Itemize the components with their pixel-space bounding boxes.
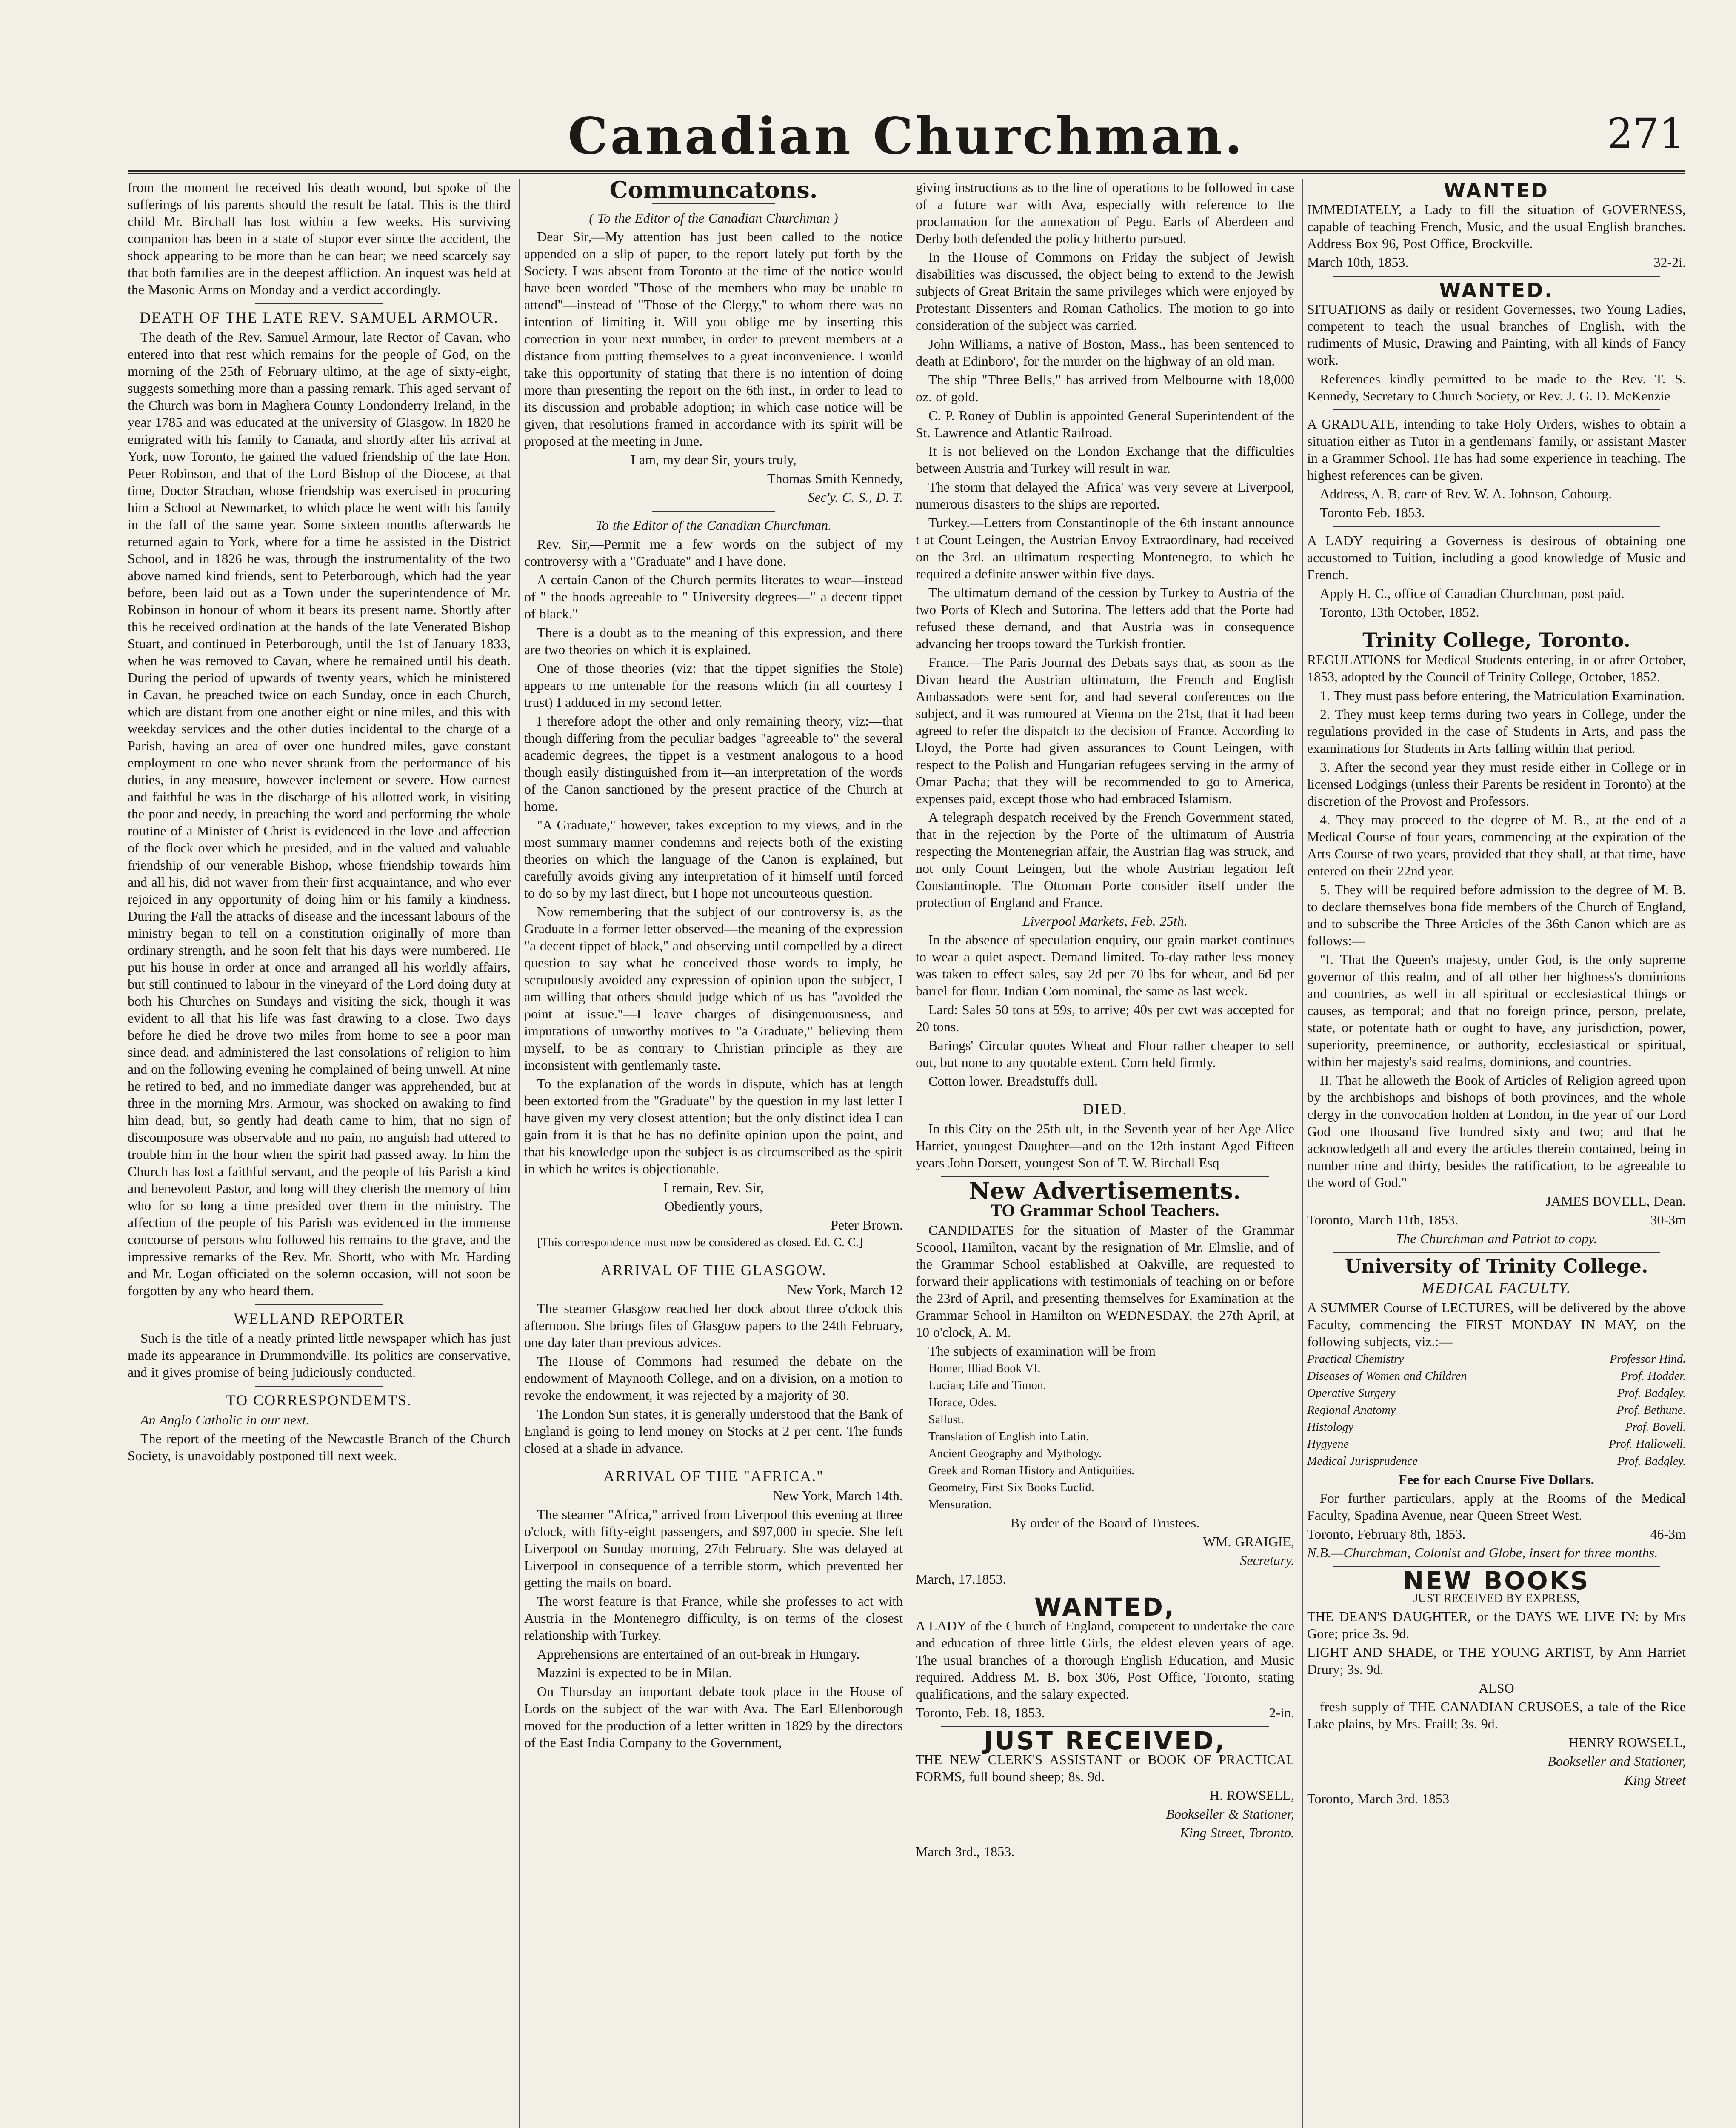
article-2: II. That he alloweth the Book of Articles of Religion agreed upon by the archbishops and bishops of both provinces, and the whole clergy in the convocation holden at London, in the year of our Lord God one thousand five hundred sixty and two; and that he acknowledgeth all and every the articles therein contained, being in number nine and thirty, besides the ratification, to be agreeable to the word of God." — [1307, 1073, 1686, 1190]
heading-grammar-school: TO Grammar School Teachers. — [991, 1201, 1219, 1220]
letter-2-para-5: I therefore adopt the other and only remaining theory, viz:—that though differing from the peculiar badges "agreeable to" the several academic degrees, the tippet is a vestment analogous to a hood though easily distinguished from it—an interpretation of the words of the Canon sanctioned by the present practice of the Church at home. — [524, 713, 903, 814]
letter-2-para-2: A certain Canon of the Church permits literates to wear—instead of " the hoods agreeable to " University degrees—" a decent tippet of black." — [524, 572, 903, 621]
market-para-3: Barings' Circular quotes Wheat and Flour rather cheaper to sell out, but none to any quotable extent. Corn held firmly. — [916, 1038, 1294, 1070]
africa-para-2: The worst feature is that France, while she professes to act with Austria in the Montenegro difficulty, is on terms of the closest relationship with Turkey. — [524, 1593, 903, 1643]
column-3 — [911, 179, 1294, 2128]
regulations-intro: REGULATIONS for Medical Students entering, in or after October, 1853, adopted by the Council of Trinity College, October, 1852. — [1307, 652, 1686, 684]
africa-para-3: Apprehensions are entertained of an out-break in Hungary. — [537, 1646, 860, 1662]
lecture-subject: Hygyene — [1307, 1438, 1349, 1451]
divider — [255, 1304, 383, 1305]
market-para-2: Lard: Sales 50 tons at 59s, to arrive; 40s per cwt was accepted for 20 tons. — [916, 1002, 1294, 1034]
heading-died: DIED. — [1082, 1101, 1128, 1118]
letter-1-signature-title: Sec'y. C. S., D. T. — [808, 489, 903, 505]
news-para-telegraph: A telegraph despatch received by the French Government stated, that in the rejection by the Porte of the ultimatum of Austria respecting the Montenegrian affair, the Austrian flag was struck, and not only Count Leingen, but the whole Austrian legation left Constantinople. The Ottoman Porte consider itself under the protection of England and France. — [916, 809, 1294, 910]
dateline-africa: New York, March 14th. — [773, 1488, 903, 1503]
just-received-ad: THE NEW CLERK'S ASSISTANT or BOOK OF PRACTICAL FORMS, full bound sheep; 8s. 9d. — [916, 1752, 1294, 1784]
grammar-signature-title: Secretary. — [1240, 1553, 1294, 1568]
just-received-signature: H. ROWSELL, — [1209, 1788, 1294, 1803]
news-para-4: The ship "Three Bells," has arrived from Melbourne with 18,000 oz. of gold. — [916, 372, 1294, 404]
heading-liverpool-markets: Liverpool Markets, Feb. 25th. — [1022, 913, 1188, 929]
divider — [1333, 526, 1660, 527]
grammar-signature: WM. GRAIGIE, — [1202, 1534, 1294, 1549]
regulation-4: 4. They may proceed to the degree of M. B., at the end of a Medical Course of four years, commencing at the expiration of the Arts Course of two years, provided that they shall, at that time, have entered on their 22nd year. — [1307, 812, 1686, 878]
lecture-subject: Medical Jurisprudence — [1307, 1455, 1418, 1468]
lady-ad: A LADY requiring a Governess is desirous of obtaining one accustomed to Tuition, including a good knowledge of Music and French. — [1307, 533, 1686, 582]
graduate-ad: A GRADUATE, intending to take Holy Orders, wishes to obtain a situation either as Tutor in a gentlemans' family, or assistant Master in a Grammer School. He has had some experience in teaching. The highest references can be given. — [1307, 416, 1686, 483]
books-signature-2: Bookseller and Stationer, — [1548, 1753, 1686, 1769]
trinity-ref: 30-3m — [1650, 1212, 1686, 1227]
lectures-intro: A SUMMER Course of LECTURES, will be delivered by the above Faculty, commencing the FIRST MONDAY IN MAY, on the following subjects, viz.:— — [1307, 1300, 1686, 1349]
subject-item: Sallust. — [928, 1413, 964, 1426]
market-para-4: Cotton lower. Breadstuffs dull. — [928, 1073, 1098, 1089]
wanted-governess-ref: 32-2i. — [1653, 255, 1686, 270]
divider — [652, 203, 775, 204]
wanted-ref: 2-in. — [1269, 1705, 1294, 1720]
news-para-france: France.—The Paris Journal des Debats says that, as soon as the Divan heard the Austrian ultimatum, the French and English Ambassadors were sent for, and had several conferences on the subject, and it was rumoured at Vienna on the 21st, that it had been agreed to refer the dispatch to the decision of France. According to Lloyd, the Porte had given assurances to Count Leingen, with respect to the Polish and Hungarian refugees serving in the army of Omar Pacha; that they will be recommended to go to America, expenses paid, except those who had embraced Islamism. — [916, 655, 1294, 806]
letter-address-1: ( To the Editor of the Canadian Churchman ) — [589, 210, 838, 226]
heading-wanted: WANTED, — [1034, 1593, 1176, 1622]
books-date: Toronto, March 3rd. 1853 — [1307, 1791, 1450, 1806]
news-para-2: In the House of Commons on Friday the subject of Jewish disabilities was discussed, the object being to extend to the Jewish subjects of Great Britain the same privileges which were enjoyed by Protestant Dissenters and Roman Catholics. The motion to go into consideration of the subject was carried. — [916, 249, 1294, 333]
editor-note: [This correspondence must now be considered as closed. Ed. C. C.] — [537, 1236, 863, 1249]
lady-date: Toronto, 13th October, 1852. — [1320, 604, 1479, 620]
article-armour: The death of the Rev. Samuel Armour, late Rector of Cavan, who entered into that rest which remains for the people of God, on the morning of the 25th of February ultimo, at the age of sixty-eight, suggests something more than a passing remark. This aged servant of the Church was born in Maghera County Londonderry Ireland, in the year 1785 and was educated at the university of Glasgow. In 1820 he emigrated with his family to Canada, and shortly after his arrival at York, now Toronto, he gained the valued friendship of the late Hon. Peter Robinson, and that of the Lord Bishop of the Diocese, at that time, Doctor Strachan, whose friendship was exercised in procuring him a School at Newmarket, to which place he went with his family in the fall of the same year. Some sixteen months afterwards he returned again to York, where for a time he assisted in the District School, and in 1826 he was, through the instrumentality of the two above named kind friends, sent to Peterborough, which had the year before, been laid out as a Town under the superintendence of Mr. Robinson in honour of whom it bears its present name. Shortly after this he received ordination at the hands of the late Venerated Bishop Stuart, and continued in Peterborough, until the 1st of January 1833, when he was removed to Cavan, where he remained until his death. During the period of upwards of twenty years, which he ministered in Cavan, he preached twice on each Sunday, once in each Church, which are distant from one another eight or nine miles, and this with weekday services and the other duties incidental to the charge of a Parish, having an area of over one hundred miles, gave constant employment to one who never shrank from the performance of his duties, in any measure, however inclement or severe. How earnest and faithful he was in the discharge of his allotted work, in visiting the poor and needy, in preaching the word and performing the whole routine of a Minister of Christ is evidenced in the love and affection of the flock over which he presided, and in the valued and valuable friendship of our venerable Bishop, whose friendship towards him and all his, did not waver from their first acquaintance, and who ever rejoiced in any opportunity of doing him or his family a kindness. During the Fall the attacks of disease and the incessant labours of the ministry began to tell on a constitution originally of more than ordinary strength, and he soon felt that his days were numbered. He put his house in order at once and arranged all his worldly affairs, but still continued to labour in the vineyard of the Lord doing duty at both his Churches on Sundays and visiting the sick, though it was evident to all that his life was fast drawing to a close. Two days before he died he drove two miles from home to see a poor man since dead, and administered the last consolations of religion to him and on the following evening he complained of being unwell. At nine he retired to bed, and no immediate danger was apprehended, but at three in the morning Mrs. Armour, was shocked on awaking to find him dead, but, so gently had death came to him, that no sign of discomposure was observable and no pain, no anguish had uttered to trouble him in the hour when the spirit had passed away. In him the Church has lost a faithful servant, and the people of his Parish a kind and benevolent Pastor, and long will they cherish the memory of him who for so long a time presided over them in the ministry. The affection of the people of his Parish was evidenced in the immense concourse of persons who followed his remains to the grave, and the impressive remarks of the Rev. Mr. Shortt, who with Mr. Harding and Mr. Logan officiated on the solemn occasion, will not soon be forgotten by any who heard them. — [128, 329, 511, 1298]
lecture-professor: Prof. Badgley. — [1617, 1455, 1686, 1468]
column-4 — [1302, 179, 1686, 2128]
trinity-signature: JAMES BOVELL, Dean. — [1545, 1193, 1686, 1209]
columns — [128, 179, 1685, 2128]
glasgow-para-3: The London Sun states, it is generally understood that the Bank of England is going to lend money on Stocks at 2 per cent. The funds closed at a shade in advance. — [524, 1406, 903, 1456]
lecture-professor: Prof. Hallowell. — [1608, 1438, 1686, 1451]
wanted-date-text: Toronto, Feb. 18, 1853. — [916, 1705, 1045, 1720]
glasgow-para-1: The steamer Glasgow reached her dock about three o'clock this afternoon. She brings files of Glasgow papers to the 24th February, one day later than previous advices. — [524, 1301, 903, 1350]
heading-africa: ARRIVAL OF THE "AFRICA." — [603, 1467, 824, 1484]
lecture-subject: Diseases of Women and Children — [1307, 1370, 1467, 1383]
divider — [1333, 409, 1660, 410]
letter-2-closing: I remain, Rev. Sir, — [663, 1180, 764, 1195]
lecture-row — [1307, 1386, 1686, 1401]
divider — [1333, 276, 1660, 277]
heading-university: University of Trinity College. — [1345, 1256, 1648, 1277]
heading-medical-faculty: MEDICAL FACULTY. — [1422, 1279, 1571, 1296]
news-para-3: John Williams, a native of Boston, Mass., has been sentenced to death at Edinboro', for the murder on the highway of an old man. — [916, 336, 1294, 369]
letter-2-para-1: Rev. Sir,—Permit me a few words on the subject of my controversy with a "Graduate" and I have done. — [524, 536, 903, 569]
medical-date-text: Toronto, February 8th, 1853. — [1307, 1526, 1466, 1542]
letter-1-signature: Thomas Smith Kennedy, — [767, 471, 903, 486]
column-1 — [128, 179, 511, 2128]
regulation-2: 2. They must keep terms during two years in College, under the regulations provided in the case of Students in Arts, and pass the examinations for Students in Arts falling within that period. — [1307, 706, 1686, 756]
divider — [255, 303, 383, 304]
trinity-copy-note: The Churchman and Patriot to copy. — [1396, 1231, 1597, 1246]
africa-para-4: Mazzini is expected to be in Milan. — [537, 1665, 732, 1680]
article-1: "I. That the Queen's majesty, under God, is the only supreme governor of this realm, and of all other her highness's dominions and countries, as well in all spiritual or ecclesiastical things or causes, as temporal; and that no foreign prince, person, prelate, state, or potentate hath or ought to have, any jurisdiction, power, superiority, preeminence, or authority, ecclesiastical or spiritual, within her majesty's said realms, dominions, and countries. — [1307, 952, 1686, 1069]
book-3: fresh supply of THE CANADIAN CRUSOES, a tale of the Rice Lake plains, by Mrs. Fraill; 3s. 9d. — [1307, 1699, 1686, 1731]
heading-wanted-1: WANTED — [1444, 179, 1549, 202]
just-received-signature-2: Bookseller & Stationer, — [1166, 1806, 1294, 1822]
divider — [255, 1386, 383, 1387]
dateline-glasgow: New York, March 12 — [787, 1282, 903, 1297]
subject-item: Translation of English into Latin. — [928, 1430, 1089, 1443]
glasgow-para-2: The House of Commons had resumed the debate on the endowment of Maynooth College, and on a division, on a motion to revoke the endowment, it was rejected by a majority of 30. — [524, 1353, 903, 1403]
subjects-list — [916, 1361, 1294, 1513]
regulation-1: 1. They must pass before entering, the Matriculation Examination. — [1320, 688, 1685, 703]
situations-references: References kindly permitted to be made to the Rev. T. S. Kennedy, Secretary to Church Society, or Rev. J. G. D. McKenzie — [1307, 371, 1686, 403]
news-para-1: giving instructions as to the line of operations to be followed in case of a future war with Ava, especially with reference to the proclamation for the annexation of Pegu. Earls of Aberdeen and Derby both defended the policy hitherto pursued. — [916, 180, 1294, 246]
trinity-date — [1307, 1211, 1686, 1228]
article-continuation: from the moment he received his death wound, but spoke of the sufferings of his parents should the result be fatal. This is the third child Mr. Birchall has lost within a few weeks. His surviving companion has been in a state of stupor ever since the accident, the shock appearing to be more than he can bear; we need scarcely say that both families are in the deepest affliction. An inquest was held at the Masonic Arms on Monday and a verdict accordingly. — [128, 180, 511, 297]
heading-wanted-2: WANTED. — [1439, 279, 1554, 302]
heading-just-received: JUST RECEIVED, — [984, 1726, 1226, 1755]
wanted-ad: A LADY of the Church of England, competent to undertake the care and education of three little Girls, the eldest eleven years of age. The usual branches of a thorough English Education, and Music required. Address M. B. box 306, Post Office, Toronto, stating qualifications, and the salary expected. — [916, 1618, 1294, 1702]
medical-ref: 46-3m — [1650, 1526, 1686, 1542]
regulation-5: 5. They will be required before admission to the degree of M. B. to declare themselves bona fide members of the Church of England, and to subscribe the Three Articles of the 36th Canon which are as follows:— — [1307, 882, 1686, 948]
news-para-ultimatum: The ultimatum demand of the cession by Turkey to Austria of the two Ports of Klech and Sutorina. The letters add that the Porte had refused these demand, and that Austria was in consequence advancing her troops toward the Turkish frontier. — [916, 585, 1294, 651]
news-para-7: The storm that delayed the 'Africa' was very severe at Liverpool, numerous disasters to the ships are reported. — [916, 479, 1294, 512]
graduate-address: Address, A. B, care of Rev. W. A. Johnson, Cobourg. — [1320, 486, 1612, 501]
column-2 — [519, 179, 903, 2128]
news-para-6: It is not believed on the London Exchange that the difficulties between Austria and Turkey will result in war. — [916, 443, 1294, 476]
just-received-signature-3: King Street, Toronto. — [1180, 1825, 1294, 1840]
books-signature: HENRY ROWSELL, — [1568, 1735, 1686, 1750]
lecture-professor: Prof. Hodder. — [1620, 1370, 1686, 1383]
news-para-5: C. P. Roney of Dublin is appointed General Superintendent of the St. Lawrence and Atlantic Railroad. — [916, 408, 1294, 440]
lecture-subject: Practical Chemistry — [1307, 1353, 1404, 1366]
lecture-row — [1307, 1369, 1686, 1384]
lecture-professor: Prof. Bethune. — [1616, 1404, 1686, 1417]
course-fee: Fee for each Course Five Dollars. — [1399, 1472, 1594, 1487]
lectures-list — [1307, 1352, 1686, 1469]
page-number: 271 — [1607, 110, 1685, 157]
letter-2-signature: Peter Brown. — [831, 1217, 903, 1233]
correspondents-note-1: An Anglo Catholic in our next. — [140, 1412, 310, 1427]
lecture-subject: Operative Surgery — [1307, 1387, 1396, 1400]
lady-address: Apply H. C., office of Canadian Churchman, post paid. — [1320, 586, 1625, 601]
subject-item: Mensuration. — [928, 1498, 992, 1511]
subject-item: Greek and Roman History and Antiquities. — [928, 1464, 1135, 1477]
wanted-governess-date — [1307, 254, 1686, 271]
lecture-row — [1307, 1352, 1686, 1367]
market-para-1: In the absence of speculation enquiry, our grain market continues to wear a quiet aspect. Demand limited. To-day rather less money was taken to effect sales, say 2d per 70 lbs for wheat, and 6d per barrel for flour. Indian Corn nominal, the same as last week. — [916, 932, 1294, 998]
lecture-professor: Professor Hind. — [1610, 1353, 1686, 1366]
letter-2-para-6: "A Graduate," however, takes exception to my views, and in the most summary manner condemns and rejects both of the existing theories on which the language of the Canon is explained, but carefully avoids giving any interpretation of it himself until forced to do so by my last direct, but I hope not uncourteous question. — [524, 817, 903, 901]
further-particulars: For further particulars, apply at the Rooms of the Medical Faculty, Spadina Avenue, near Queen Street West. — [1307, 1490, 1686, 1523]
books-signature-3: King Street — [1624, 1772, 1686, 1788]
lecture-row — [1307, 1403, 1686, 1418]
heading-glasgow: ARRIVAL OF THE GLASGOW. — [600, 1261, 827, 1279]
newspaper-title: Canadian Churchman. — [568, 106, 1245, 166]
insert-note: N.B.—Churchman, Colonist and Globe, insert for three months. — [1307, 1545, 1658, 1560]
medical-date — [1307, 1525, 1686, 1542]
letter-2-para-8: To the explanation of the words in dispute, which has at length been extorted from the "Graduate" by the question in my last letter I have given my very closest attention; but the only distinct idea I can gain from it is that he has no definite opinion upon the point, and that his knowledge upon the subject is as circumscribed as the spirit in which he writes is objectionable. — [524, 1076, 903, 1176]
situations-ad: SITUATIONS as daily or resident Governesses, two Young Ladies, competent to teach the usual branches of English, with the rudiments of Music, Drawing and Painting, with all kinds of Fancy work. — [1307, 301, 1686, 368]
divider — [652, 511, 775, 512]
subject-item: Homer, Illiad Book VI. — [928, 1362, 1041, 1375]
subject-item: Lucian; Life and Timon. — [928, 1379, 1046, 1392]
grammar-school-ad: CANDIDATES for the situation of Master of the Grammar Scoool, Hamilton, vacant by the resignation of Mr. Elmslie, and of the Grammar School established at Oakville, are requested to forward their applications with testimonials of teaching on or before the 23rd of April, and presenting themselves for Examination at the Grammar School in Hamilton on WEDNESDAY, the 27th April, at 10 o'clock, A. M. — [916, 1222, 1294, 1340]
died-notice: In this City on the 25th ult, in the Seventh year of her Age Alice Harriet, youngest Daughter—and on the 12th instant Aged Fifteen years John Dorsett, youngest Son of T. W. Birchall Esq — [916, 1121, 1294, 1170]
news-para-turkey: Turkey.—Letters from Constantinople of the 6th instant announce t at Count Leingen, the Austrian Envoy Extraordinary, had received on the 3rd. an ultimatum respecting Montenegro, to which he required a definite answer within five days. — [916, 515, 1294, 581]
letter-1-body: Dear Sir,—My attention has just been called to the notice appended on a slip of paper, to the report lately put forth by the Society. I was absent from Toronto at the time of the notice would have been worded "Those of the members who may be unable to attend"—instead of "Those of the Clergy," to whom there was no intention of limiting it. Will you oblige me by inserting this correction in your next number, in order to prevent members at a distance from putting themselves to a great inconvenience. I would take this opportunity of stating that there is no intention of doing more than presenting the report on the 6th inst., in order to lead to its discussion and probable adoption; in which case notice will be given, that resolutions framed in accordance with its spirit will be proposed at the meeting in June. — [524, 229, 903, 449]
heading-welland: WELLAND REPORTER — [234, 1310, 405, 1327]
grammar-subjects-intro: The subjects of examination will be from — [928, 1343, 1156, 1359]
lecture-professor: Prof. Badgley. — [1617, 1387, 1686, 1400]
grammar-order: By order of the Board of Trustees. — [1010, 1515, 1200, 1530]
masthead — [128, 106, 1685, 174]
correspondents-note-2: The report of the meeting of the Newcastle Branch of the Church Society, is unavoidably postponed till next week. — [128, 1431, 511, 1463]
wanted-date — [916, 1704, 1294, 1721]
wanted-governess-ad: IMMEDIATELY, a Lady to fill the situation of GOVERNESS, capable of teaching French, Music, and the usual English branches. Address Box 96, Post Office, Brockville. — [1307, 202, 1686, 251]
books-also: ALSO — [1479, 1680, 1514, 1696]
heading-communications: Communcatons. — [609, 179, 818, 203]
lecture-row — [1307, 1454, 1686, 1469]
book-1: THE DEAN'S DAUGHTER, or the DAYS WE LIVE IN: by Mrs Gore; price 3s. 9d. — [1307, 1609, 1686, 1641]
letter-2-closing-2: Obediently yours, — [664, 1198, 763, 1214]
subject-item: Geometry, First Six Books Euclid. — [928, 1481, 1094, 1494]
just-received-date: March 3rd., 1853. — [916, 1844, 1015, 1859]
africa-para-5: On Thursday an important debate took place in the House of Lords on the subject of the war with Ava. The Earl Ellenborough moved for the production of a letter written in 1829 by the directors of the East India Company to the Government, — [524, 1684, 903, 1750]
books-subtitle: JUST RECEIVED BY EXPRESS, — [1413, 1592, 1580, 1605]
africa-para-1: The steamer "Africa," arrived from Liverpool this evening at three o'clock, with fifty-eight passengers, and $97,000 in specie. She left Liverpool on Sunday morning, 27th February. She was delayed at Liverpool in consequence of a terrible storm, which prevented her getting the mails on board. — [524, 1507, 903, 1590]
lecture-professor: Prof. Bovell. — [1625, 1421, 1686, 1434]
heading-correspondents: TO CORRESPONDEMTS. — [226, 1392, 412, 1409]
lecture-row — [1307, 1437, 1686, 1452]
lecture-subject: Regional Anatomy — [1307, 1404, 1396, 1417]
heading-armour: DEATH OF THE LATE REV. SAMUEL ARMOUR. — [140, 309, 499, 326]
heading-new-books: NEW BOOKS — [1403, 1566, 1590, 1595]
letter-2-para-7: Now remembering that the subject of our controversy is, as the Graduate in a former letter observed—the meaning of the expression "a decent tippet of black," and observing until compelled by a direct question to say what he conceived those words to imply, he scrupulously avoided any expression of opinion upon the subject, I am willing that others should judge which of us has "avoided the point at issue."—I leave charges of disingenuousness, and imputations of unworthy motives to "a Graduate," believing them myself, to be as contrary to Christian principle as they are inconsistent with gentlemanly taste. — [524, 904, 903, 1073]
lecture-subject: Histology — [1307, 1421, 1353, 1434]
grammar-date: March, 17,1853. — [916, 1571, 1006, 1587]
trinity-date-text: Toronto, March 11th, 1853. — [1307, 1212, 1459, 1227]
lecture-row — [1307, 1420, 1686, 1435]
heading-new-advertisements: New Advertisements. — [969, 1177, 1241, 1204]
graduate-date: Toronto Feb. 1853. — [1320, 505, 1425, 520]
letter-2-para-3: There is a doubt as to the meaning of this expression, and there are two theories on which it is explained. — [524, 625, 903, 657]
letter-1-closing: I am, my dear Sir, yours truly, — [631, 452, 797, 467]
book-2: LIGHT AND SHADE, or THE YOUNG ARTIST, by Ann Harriet Drury; 3s. 9d. — [1307, 1645, 1686, 1677]
subject-item: Horace, Odes. — [928, 1396, 997, 1409]
heading-trinity-college: Trinity College, Toronto. — [1362, 629, 1630, 652]
subject-item: Ancient Geography and Mythology. — [928, 1447, 1102, 1460]
letter-2-para-4: One of those theories (viz: that the tippet signifies the Stole) appears to me untenable for the reasons which (in all courtesy I trust) I adduced in my second letter. — [524, 661, 903, 710]
article-welland: Such is the title of a neatly printed little newspaper which has just made its appearance in Drummondville. Its politics are conservative, and it gives promise of being judiciously conducted. — [128, 1330, 511, 1380]
divider — [1333, 1252, 1660, 1253]
letter-address-2: To the Editor of the Canadian Churchman. — [596, 518, 831, 533]
wanted-governess-date-text: March 10th, 1853. — [1307, 255, 1409, 270]
regulation-3: 3. After the second year they must reside either in College or in licensed Lodgings (unless their Parents be resident in Toronto) at the discretion of the Provost and Professors. — [1307, 759, 1686, 809]
